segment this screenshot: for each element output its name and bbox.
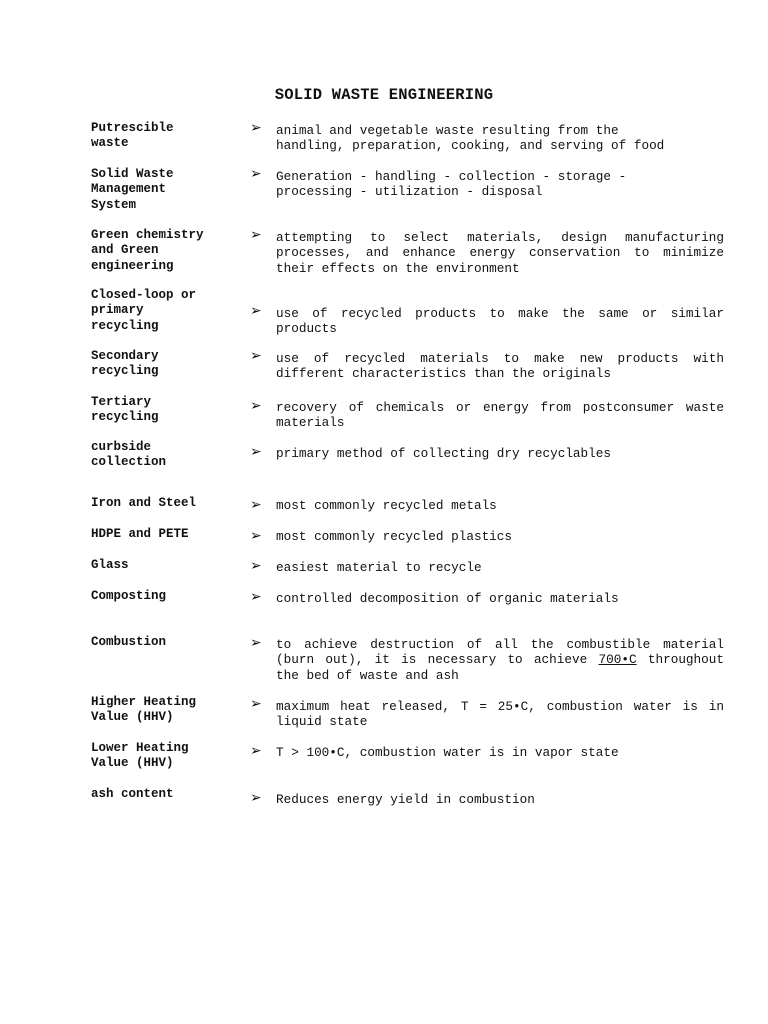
- term-label: curbside collection: [91, 440, 167, 470]
- bullet-arrow-icon: ➢: [250, 589, 262, 605]
- definition-text-part: to achieve destruction of all the combustible material (burn out), it is necessary to achieve: [276, 637, 724, 668]
- term-label: Putrescible waste: [91, 121, 174, 151]
- bullet-arrow-icon: ➢: [250, 398, 262, 414]
- definition-text: Generation - handling - collection - storage - processing - utilization - disposal: [276, 169, 627, 200]
- definition-text: controlled decomposition of organic materials: [276, 591, 619, 606]
- term-label: Closed-loop or primary recycling: [91, 288, 197, 333]
- term-label: Tertiary recycling: [91, 395, 159, 425]
- bullet-arrow-icon: ➢: [250, 528, 262, 544]
- bullet-arrow-icon: ➢: [250, 635, 262, 651]
- definition-text: primary method of collecting dry recyclables: [276, 446, 612, 461]
- bullet-arrow-icon: ➢: [250, 227, 262, 243]
- term-label: Iron and Steel: [91, 496, 197, 510]
- definition-text: most commonly recycled metals: [276, 498, 497, 513]
- term-label: ash content: [91, 787, 174, 801]
- term-label: HDPE and PETE: [91, 527, 189, 541]
- bullet-arrow-icon: ➢: [250, 348, 262, 364]
- bullet-arrow-icon: ➢: [250, 444, 262, 460]
- definition-text: Reduces energy yield in combustion: [276, 792, 535, 807]
- bullet-arrow-icon: ➢: [250, 558, 262, 574]
- term-label: Green chemistry and Green engineering: [91, 228, 204, 273]
- term-label: Combustion: [91, 635, 167, 649]
- term-label: Glass: [91, 558, 129, 572]
- definition-text: use of recycled materials to make new products with different characteristics than the originals: [276, 351, 724, 382]
- definition-text: recovery of chemicals or energy from postconsumer waste materials: [276, 400, 724, 431]
- term-label: Higher Heating Value (HHV): [91, 695, 197, 725]
- bullet-arrow-icon: ➢: [250, 696, 262, 712]
- term-label: Secondary recycling: [91, 349, 159, 379]
- definition-text: attempting to select materials, design manufacturing processes, and enhance energy conservation to minimize their effects on the environment: [276, 230, 724, 276]
- definition-text: maximum heat released, T = 25•C, combustion water is in liquid state: [276, 699, 724, 730]
- bullet-arrow-icon: ➢: [250, 166, 262, 182]
- highlighted-temperature: 700•C: [598, 652, 637, 668]
- definition-text: [276, 637, 724, 683]
- bullet-arrow-icon: ➢: [250, 743, 262, 759]
- definition-text: T > 100•C, combustion water is in vapor state: [276, 745, 619, 760]
- term-label: Solid Waste Management System: [91, 167, 174, 212]
- bullet-arrow-icon: ➢: [250, 120, 262, 136]
- definition-text-part: throughout the bed of waste and ash: [276, 652, 724, 683]
- document-title: SOLID WASTE ENGINEERING: [274, 86, 494, 104]
- definition-text: easiest material to recycle: [276, 560, 482, 575]
- definition-text: most commonly recycled plastics: [276, 529, 513, 544]
- definition-text: use of recycled products to make the same or similar products: [276, 306, 724, 337]
- term-label: Lower Heating Value (HHV): [91, 741, 189, 771]
- term-label: Composting: [91, 589, 167, 603]
- bullet-arrow-icon: ➢: [250, 497, 262, 513]
- bullet-arrow-icon: ➢: [250, 303, 262, 319]
- bullet-arrow-icon: ➢: [250, 790, 262, 806]
- definition-text: animal and vegetable waste resulting from the handling, preparation, cooking, and serving of food: [276, 123, 665, 154]
